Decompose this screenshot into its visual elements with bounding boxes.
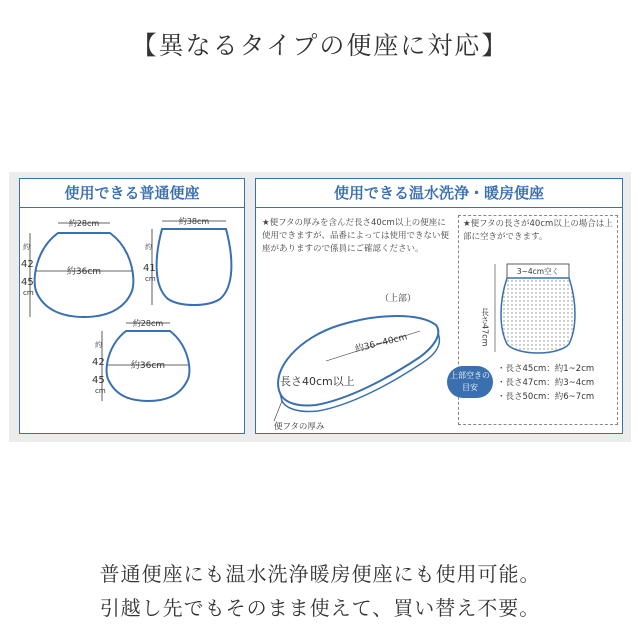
seat3-illustration [92,318,189,401]
washlet-note: ★便フタの厚みを含んだ長さ40cm以上の便座に使用できますが、品番によっては使用できない便座がありますので係員にご確認ください。 [262,218,450,254]
seat2-length-prefix: 約 [145,243,152,251]
seat1-length-b: 45 [21,277,34,288]
seat3-length-b: 45 [92,375,105,386]
washlet-length-label: 長さ40cm以上 [280,375,355,388]
washlet-top-label: （上部） [380,294,417,304]
washlet-seat-box [255,178,623,434]
side-length-label: 長さ47cm [480,308,490,347]
seat3-top-width: 約28cm [132,319,164,328]
footer-line-1: 普通便座にも温水洗浄暖房便座にも使用可能。 [99,562,541,586]
gap-list-item: ・長さ50cm：約6~7cm [497,392,595,402]
seat3-length-unit: cm [95,387,106,395]
gap-guide-box [450,215,618,425]
washlet-width-label: 約36~40cm [354,332,409,355]
washlet-seat-title: 使用できる温水洗浄・暖房便座 [256,179,622,208]
seat1-length-unit: cm [23,289,34,297]
seat1-top-width: 約28cm [68,219,100,228]
footer-line-2: 引越し先でもそのまま使えて、買い替え不要。 [99,596,541,620]
seat3-mid-width: 約36cm [130,361,166,371]
gap-label: 3~4cm空く [516,267,560,276]
gap-badge: 上部空きの目安 [447,366,493,398]
gap-list [497,362,594,404]
washlet-seat-diagram [260,273,460,433]
seat3-length-a: 42 [92,357,105,368]
seat1-length-a: 42 [21,259,34,270]
gap-list-item: ・長さ47cm：約3~4cm [497,378,595,388]
diagram-panel [9,172,631,442]
standard-seat-title: 使用できる普通便座 [20,179,244,208]
seat3-length-prefix: 約 [95,341,102,349]
seat1-mid-width: 約36cm [66,267,102,277]
seat1-length-prefix: 約 [23,243,30,251]
seat2-top-width: 約38cm [178,217,210,226]
seat2-length: 41 [143,263,156,274]
standard-seat-diagram [20,179,244,433]
seat2-length-unit: cm [145,275,156,283]
seat2-illustration [143,216,231,305]
gap-list-item: ・長さ45cm：約1~2cm [497,364,595,374]
washlet-thickness-label: 便フタの厚み [274,422,325,432]
standard-seat-box [19,178,245,434]
seat1-illustration [21,218,133,317]
headline: 【異なるタイプの便座に対応】 [131,31,509,60]
gap-guide-note: ★便フタの長さが40cm以上の場合は上部に空きができます。 [463,219,613,242]
